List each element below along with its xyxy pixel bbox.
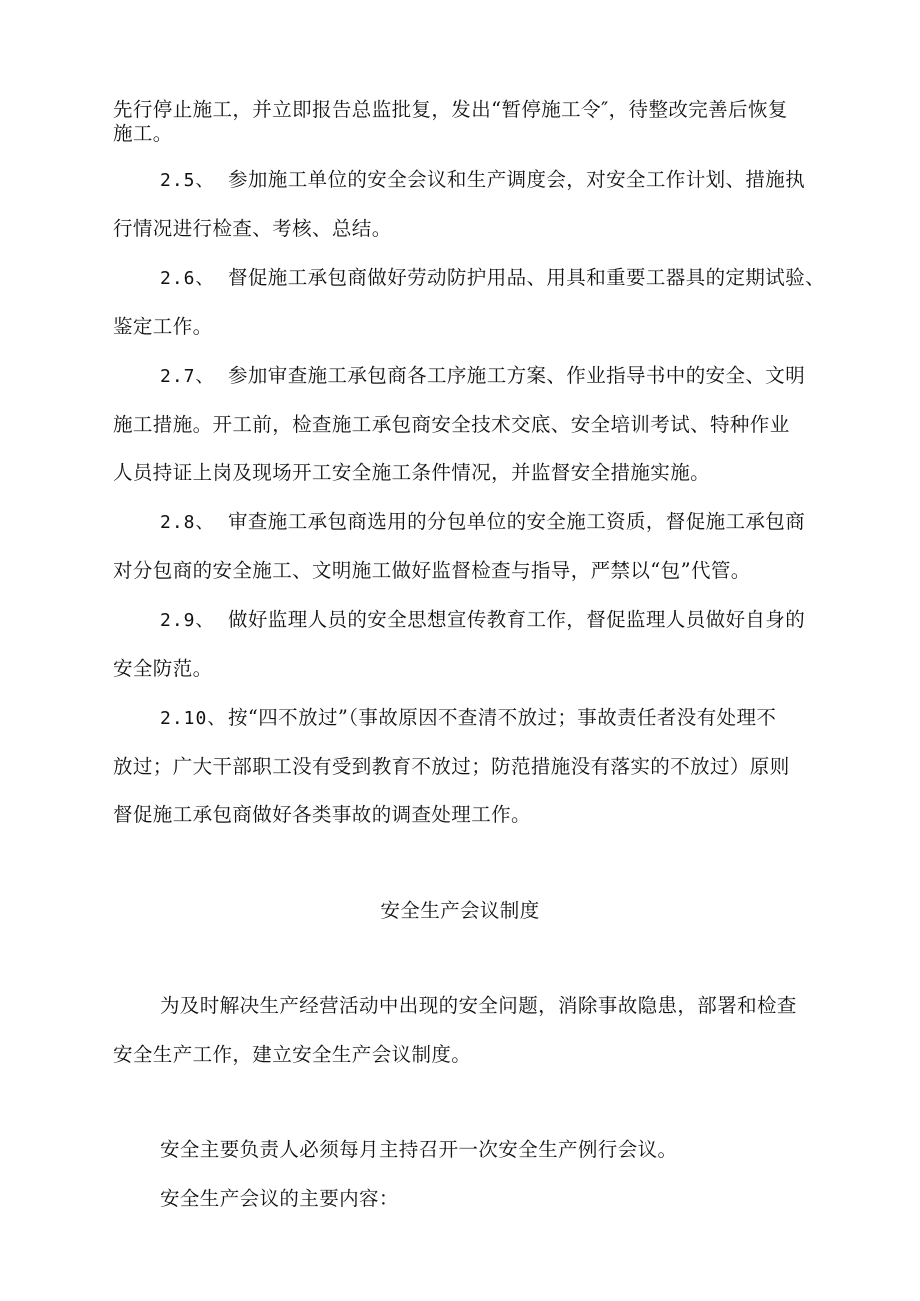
- item-2-9-number: 2.9、: [160, 610, 215, 631]
- item-2-7-text: 参加审查施工承包商各工序施工方案、作业指导书中的安全、文明: [228, 364, 806, 387]
- item-2-9-line-1: [160, 608, 805, 633]
- item-2-8-text: 审查施工承包商选用的分包单位的安全施工资质，督促施工承包商: [228, 510, 806, 533]
- intro-paragraph-line-1: 为及时解决生产经营活动中出现的安全问题，消除事故隐患，部署和检查: [160, 994, 797, 1017]
- item-2-9-text: 做好监理人员的安全思想宣传教育工作，督促监理人员做好自身的: [228, 608, 806, 631]
- item-2-10-line-3: 督促施工承包商做好各类事故的调查处理工作。: [113, 803, 531, 826]
- intro-paragraph-line-2: 安全生产工作，建立安全生产会议制度。: [113, 1043, 472, 1066]
- item-2-9-line-2: 安全防范。: [113, 657, 213, 680]
- paragraph-monthly-meeting: 安全主要负责人必须每月主持召开一次安全生产例行会议。: [160, 1138, 678, 1161]
- item-2-6-text: 督促施工承包商做好劳动防护用品、用具和重要工器具的定期试验、: [228, 266, 826, 289]
- item-2-5-line-1: [160, 168, 805, 193]
- item-2-8-line-1: [160, 510, 805, 535]
- item-2-10-line-1: [160, 706, 776, 731]
- item-2-7-line-1: [160, 364, 805, 389]
- item-2-5-text: 参加施工单位的安全会议和生产调度会，对安全工作计划、措施执: [228, 168, 806, 191]
- item-2-6-line-2: 鉴定工作。: [113, 315, 213, 338]
- item-2-10-number: 2.10、: [160, 708, 227, 729]
- item-2-10-text: 按“四不放过”（事故原因不查清不放过；事故责任者没有处理不: [228, 706, 777, 729]
- item-2-8-number: 2.8、: [160, 512, 215, 533]
- item-2-5-number: 2.5、: [160, 170, 215, 191]
- item-2-7-line-3: 人员持证上岗及现场开工安全施工条件情况，并监督安全措施实施。: [113, 461, 711, 484]
- item-2-6-number: 2.6、: [160, 268, 215, 289]
- item-2-5-line-2: 行情况进行检查、考核、总结。: [113, 217, 392, 240]
- paragraph-meeting-content: 安全生产会议的主要内容：: [160, 1187, 399, 1210]
- item-2-6-line-1: [160, 266, 825, 291]
- item-2-7-line-2: 施工措施。开工前，检查施工承包商安全技术交底、安全培训考试、特种作业: [113, 413, 790, 436]
- item-2-7-number: 2.7、: [160, 366, 215, 387]
- paragraph-continuation-line-1: 先行停止施工，并立即报告总监批复，发出“暂停施工令″，待整改完善后恢复: [113, 98, 788, 121]
- item-2-10-line-2: 放过；广大干部职工没有受到教育不放过；防范措施没有落实的不放过）原则: [113, 755, 790, 778]
- item-2-8-line-2: 对分包商的安全施工、文明施工做好监督检查与指导，严禁以“包”代管。: [113, 559, 751, 582]
- paragraph-continuation-line-2: 施工。: [113, 122, 173, 145]
- section-title: 安全生产会议制度: [380, 899, 540, 922]
